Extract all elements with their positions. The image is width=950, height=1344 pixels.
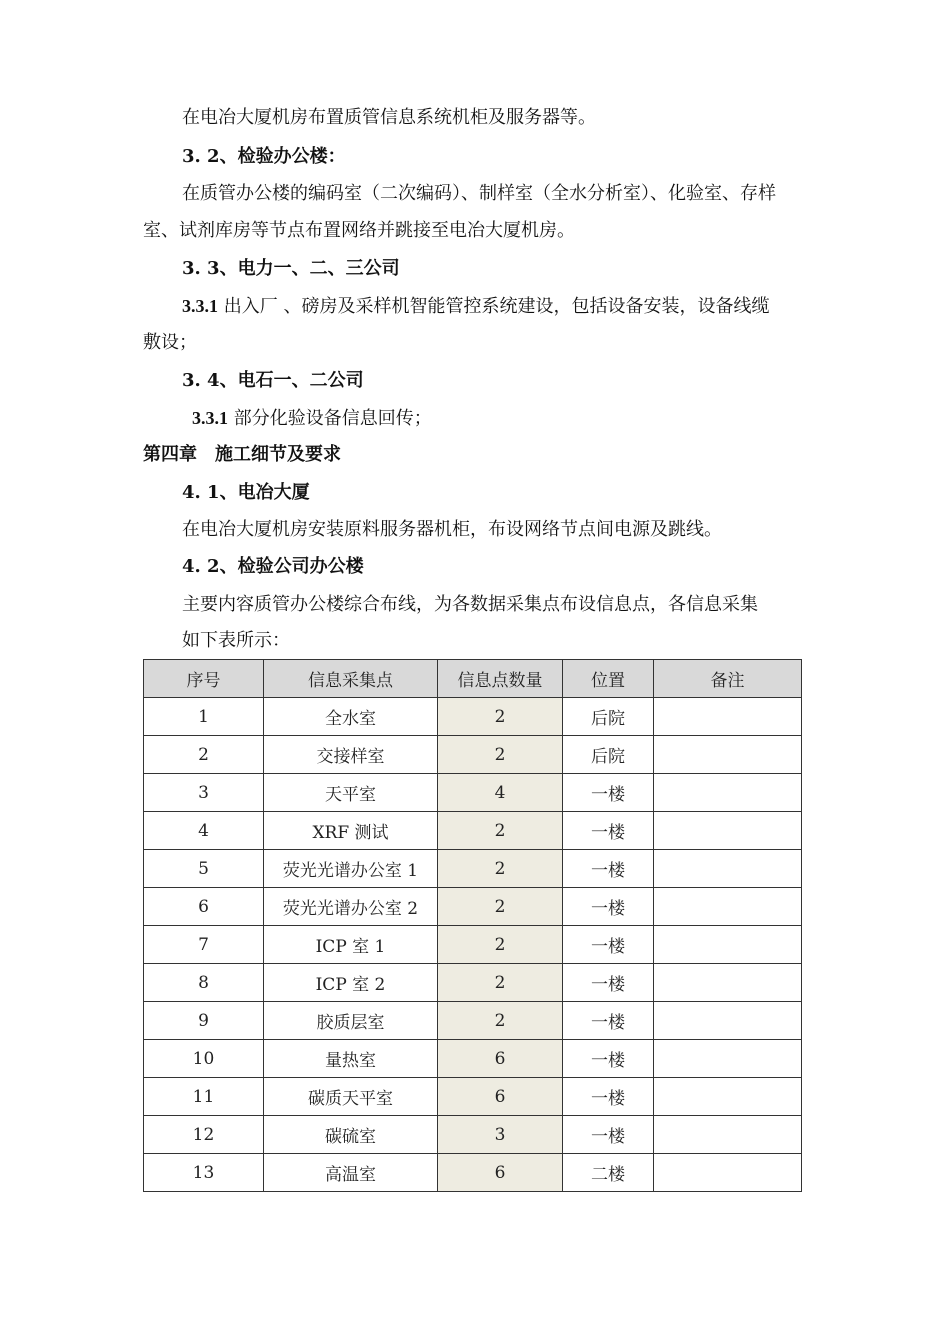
paragraph-4-2-line-1: 主要内容质管办公楼综合布线，为各数据采集点布设信息点，各信息采集 — [182, 594, 758, 615]
paragraph-2-line-1: 在质管办公楼的编码室（二次编码）、制样室（全水分析室）、化验室、存样 — [182, 183, 776, 204]
cell-index: 8 — [144, 964, 264, 1002]
cell-remarks — [654, 1116, 802, 1154]
cell-location: 一楼 — [563, 1040, 654, 1078]
cell-remarks — [654, 926, 802, 964]
cell-index: 1 — [144, 698, 264, 736]
paragraph-2-line-2: 室、试剂库房等节点布置网络并跳接至电冶大厦机房。 — [143, 220, 575, 241]
paragraph-4-2-line-2: 如下表所示： — [182, 630, 290, 651]
cell-remarks — [654, 812, 802, 850]
table-row — [144, 1116, 802, 1154]
cell-index: 4 — [144, 812, 264, 850]
table-row — [144, 736, 802, 774]
cell-location: 一楼 — [563, 812, 654, 850]
table-row — [144, 1154, 802, 1192]
table-row — [144, 926, 802, 964]
cell-collection-point: ICP 室 2 — [264, 964, 438, 1002]
heading-4-2: 4. 2、检验公司办公楼 — [182, 556, 364, 577]
section-number: 3.3.1 — [182, 296, 218, 316]
chapter-4-title: 第四章 施工细节及要求 — [143, 444, 341, 465]
cell-index: 6 — [144, 888, 264, 926]
cell-point-count: 2 — [438, 812, 563, 850]
table-row — [144, 698, 802, 736]
cell-collection-point: 全水室 — [264, 698, 438, 736]
cell-point-count: 4 — [438, 774, 563, 812]
header-location: 位置 — [563, 660, 654, 698]
cell-collection-point: 高温室 — [264, 1154, 438, 1192]
cell-point-count: 2 — [438, 888, 563, 926]
cell-location: 一楼 — [563, 850, 654, 888]
paragraph-text: 出入厂 、磅房及采样机智能管控系统建设，包括设备安装，设备线缆 — [218, 296, 770, 317]
cell-collection-point: 荧光光谱办公室 2 — [264, 888, 438, 926]
cell-remarks — [654, 774, 802, 812]
cell-collection-point: 量热室 — [264, 1040, 438, 1078]
cell-location: 后院 — [563, 736, 654, 774]
header-remarks: 备注 — [654, 660, 802, 698]
table-row — [144, 888, 802, 926]
heading-4-1: 4. 1、电冶大厦 — [182, 482, 310, 503]
cell-index: 13 — [144, 1154, 264, 1192]
table-row — [144, 774, 802, 812]
cell-index: 5 — [144, 850, 264, 888]
table-row — [144, 1040, 802, 1078]
cell-location: 二楼 — [563, 1154, 654, 1192]
cell-point-count: 6 — [438, 1154, 563, 1192]
table-body — [144, 698, 802, 1192]
table-row — [144, 812, 802, 850]
cell-location: 一楼 — [563, 1116, 654, 1154]
cell-index: 3 — [144, 774, 264, 812]
cell-point-count: 6 — [438, 1040, 563, 1078]
cell-remarks — [654, 1078, 802, 1116]
cell-remarks — [654, 736, 802, 774]
cell-index: 7 — [144, 926, 264, 964]
cell-collection-point: 交接样室 — [264, 736, 438, 774]
cell-point-count: 2 — [438, 964, 563, 1002]
cell-point-count: 2 — [438, 1002, 563, 1040]
paragraph-3-3-1-line-1 — [182, 294, 769, 319]
cell-point-count: 2 — [438, 926, 563, 964]
header-collection-point: 信息采集点 — [264, 660, 438, 698]
table-header-row — [144, 660, 802, 698]
header-index: 序号 — [144, 660, 264, 698]
cell-point-count: 3 — [438, 1116, 563, 1154]
paragraph-4-1: 在电冶大厦机房安装原料服务器机柜，布设网络节点间电源及跳线。 — [182, 519, 722, 540]
heading-3-3: 3. 3、电力一、二、三公司 — [182, 258, 400, 279]
paragraph-text: 部分化验设备信息回传； — [228, 408, 432, 429]
cell-collection-point: XRF 测试 — [264, 812, 438, 850]
table-row — [144, 1078, 802, 1116]
cell-point-count: 2 — [438, 698, 563, 736]
table-row — [144, 850, 802, 888]
cell-collection-point: 碳质天平室 — [264, 1078, 438, 1116]
paragraph-3-3-1-line-2: 敷设； — [143, 332, 197, 353]
cell-collection-point: 碳硫室 — [264, 1116, 438, 1154]
cell-location: 一楼 — [563, 888, 654, 926]
cell-location: 后院 — [563, 698, 654, 736]
cell-index: 2 — [144, 736, 264, 774]
cell-location: 一楼 — [563, 1078, 654, 1116]
cell-remarks — [654, 1002, 802, 1040]
cell-index: 9 — [144, 1002, 264, 1040]
cell-collection-point: 胶质层室 — [264, 1002, 438, 1040]
table-row — [144, 964, 802, 1002]
cell-remarks — [654, 1154, 802, 1192]
cell-location: 一楼 — [563, 926, 654, 964]
cell-remarks — [654, 888, 802, 926]
paragraph-1: 在电冶大厦机房布置质管信息系统机柜及服务器等。 — [182, 107, 596, 128]
cell-remarks — [654, 964, 802, 1002]
cell-remarks — [654, 850, 802, 888]
cell-location: 一楼 — [563, 964, 654, 1002]
cell-collection-point: ICP 室 1 — [264, 926, 438, 964]
cell-location: 一楼 — [563, 774, 654, 812]
header-point-count: 信息点数量 — [438, 660, 563, 698]
paragraph-3-4-1 — [192, 406, 432, 431]
info-point-table — [143, 659, 802, 1192]
heading-3-4: 3. 4、电石一、二公司 — [182, 370, 364, 391]
cell-remarks — [654, 1040, 802, 1078]
cell-point-count: 2 — [438, 736, 563, 774]
cell-location: 一楼 — [563, 1002, 654, 1040]
table-row — [144, 1002, 802, 1040]
cell-collection-point: 荧光光谱办公室 1 — [264, 850, 438, 888]
cell-index: 10 — [144, 1040, 264, 1078]
cell-point-count: 2 — [438, 850, 563, 888]
cell-point-count: 6 — [438, 1078, 563, 1116]
heading-3-2: 3. 2、检验办公楼： — [182, 146, 346, 167]
cell-remarks — [654, 698, 802, 736]
cell-collection-point: 天平室 — [264, 774, 438, 812]
cell-index: 12 — [144, 1116, 264, 1154]
cell-index: 11 — [144, 1078, 264, 1116]
section-number: 3.3.1 — [192, 408, 228, 428]
